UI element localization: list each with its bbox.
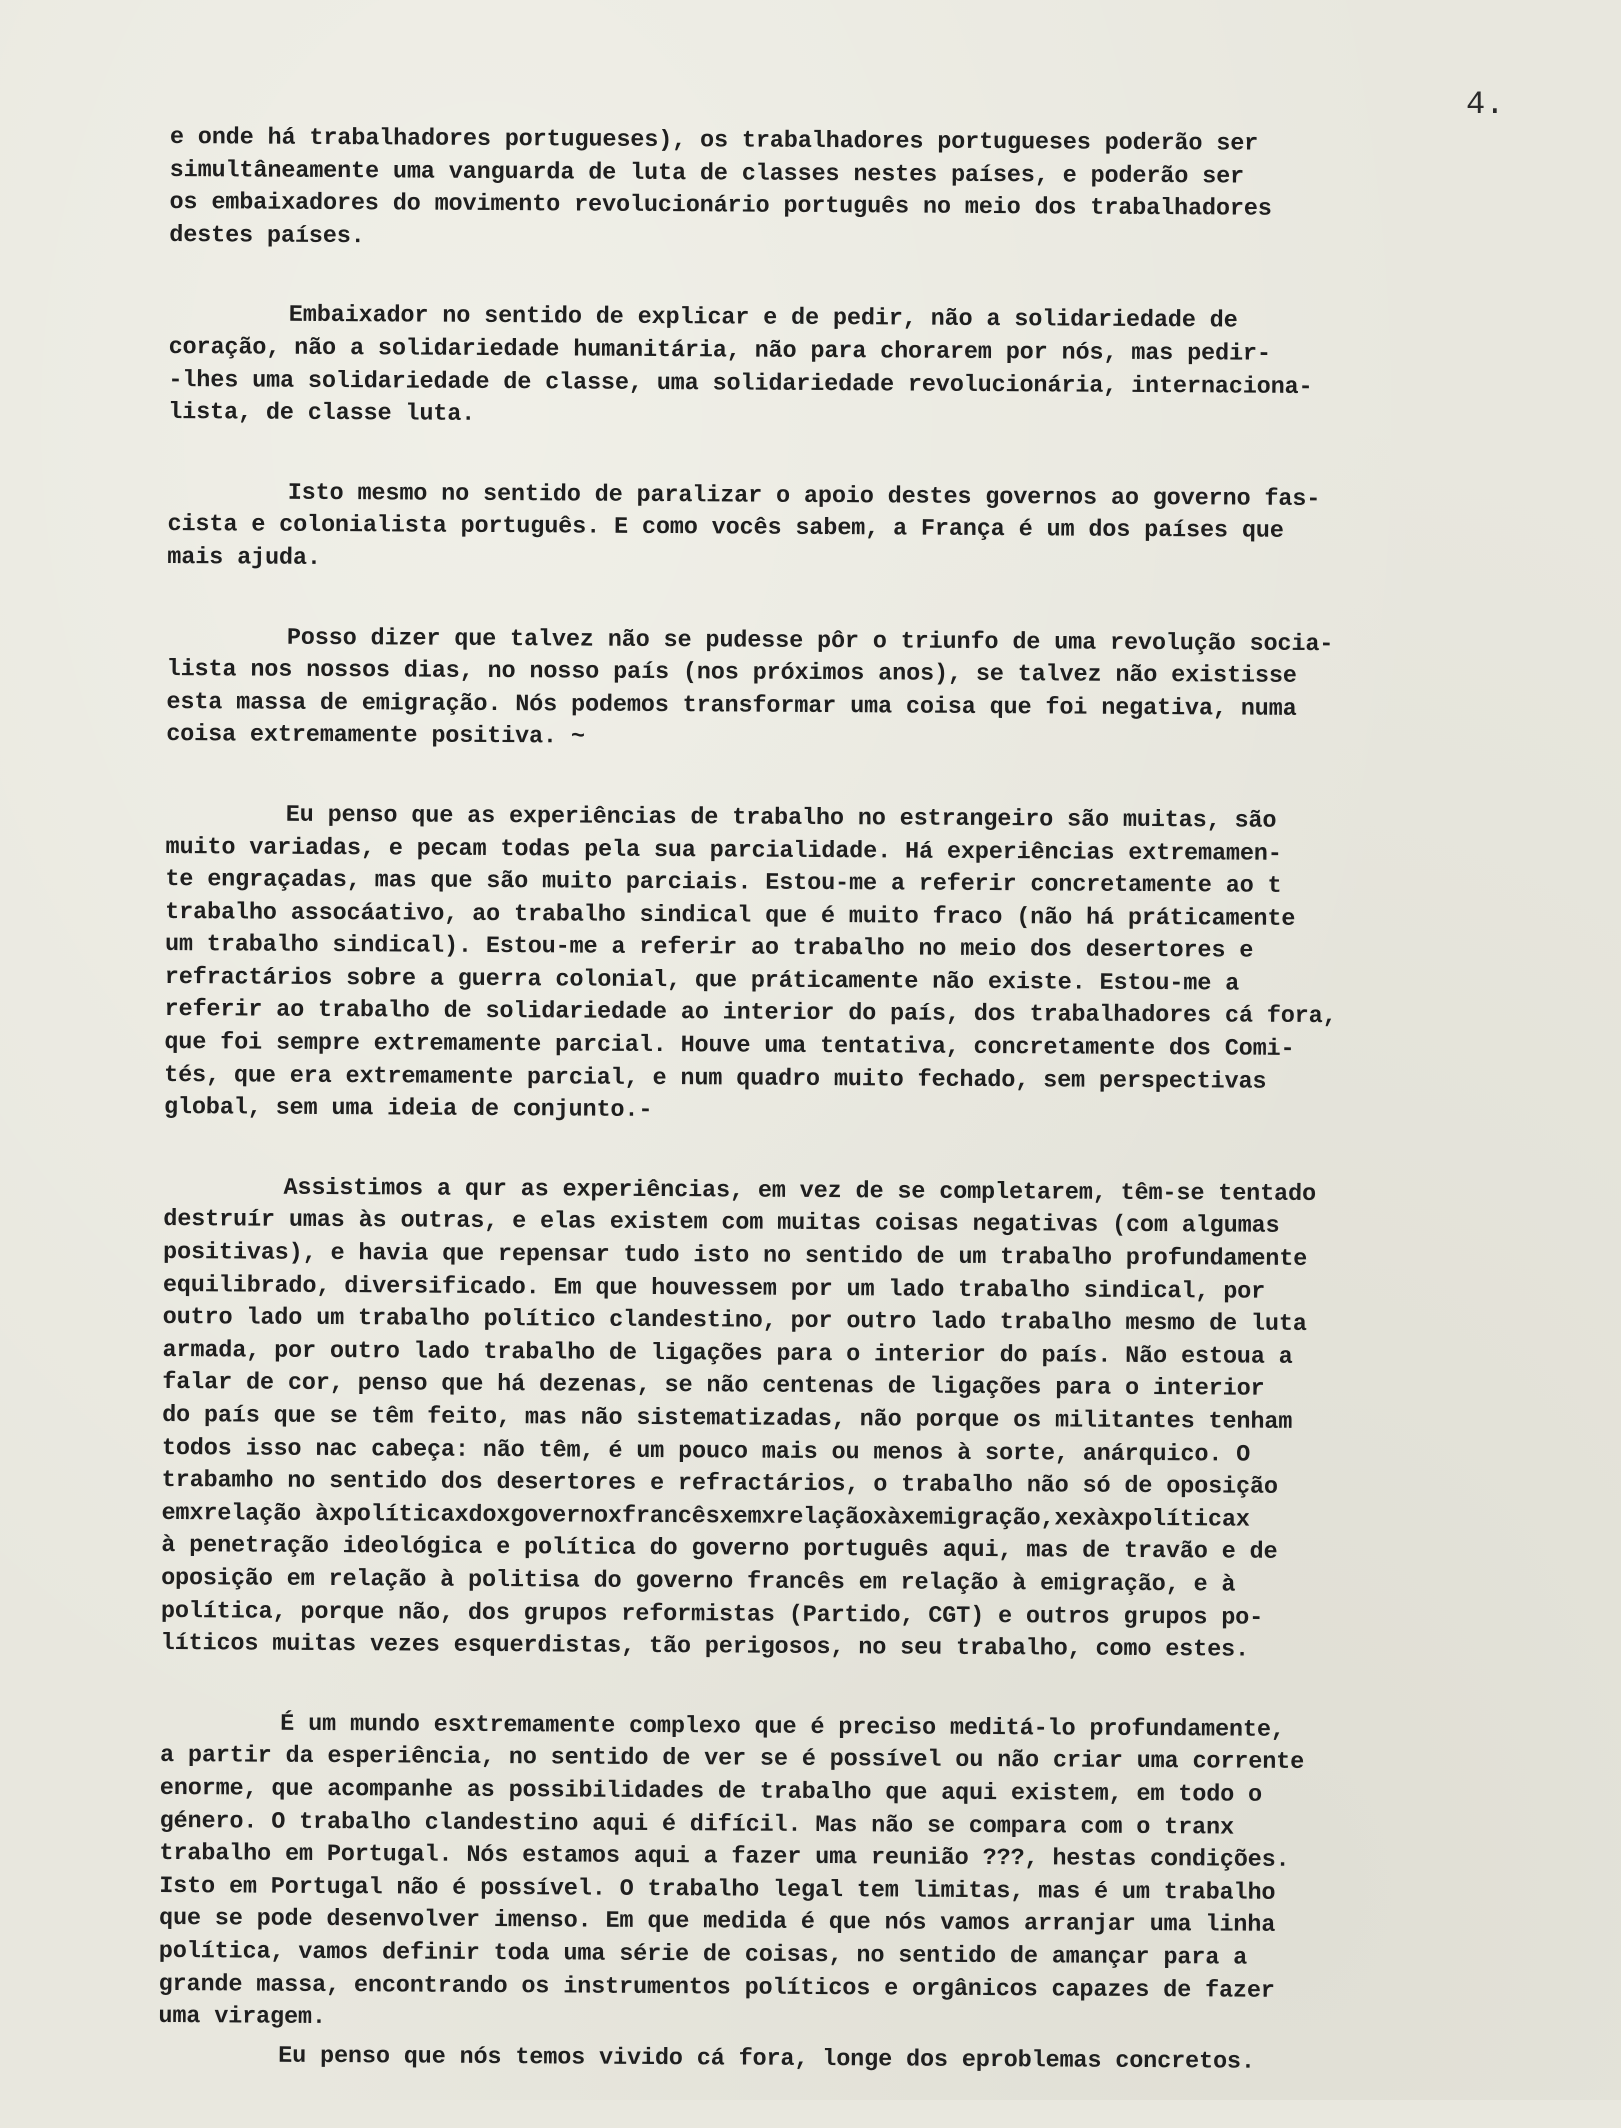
paragraph-indent — [169, 320, 289, 321]
line-text: política, porque não, dos grupos reformistas (Partido, CGT) e outros grupos po- — [160, 1597, 1264, 1632]
line-text: cista e colonialista português. E como vocês sabem, a França é um dos países que — [167, 511, 1284, 546]
paragraph-indent — [160, 1729, 280, 1730]
line-text: esta massa de emigração. Nós podemos transformar uma coisa que foi negativa, numa — [166, 688, 1297, 723]
line-text: -lhes uma solidariedade de classe, uma solidariedade revolucionária, internaciona- — [168, 366, 1313, 401]
paragraph-indent — [168, 498, 288, 499]
line-text: muito variadas, e pecam todas pela sua parcialidade. Há experiências extremamen- — [165, 833, 1282, 868]
paragraph — [169, 122, 1550, 261]
line-text: lista, de classe luta. — [168, 399, 476, 429]
line-text: Embaixador no sentido de explicar e de pedir, não a solidariedade de — [288, 302, 1238, 335]
line-text: e onde há trabalhadores portugueses), os trabalhadores portugueses poderão ser — [169, 123, 1259, 158]
line-text: refractários sobre a guerra colonial, que práticamente não existe. Estou-me a — [164, 963, 1240, 998]
line-text: Isto mesmo no sentido de paralizar o apoio destes governos ao governo fas- — [287, 479, 1321, 513]
line-text: te engraçadas, mas que são muito parciais. Estou-me a referir concretamente ao t — [165, 866, 1282, 900]
line-text: Posso dizer que talvez não se pudesse pôr o triunfo de uma revolução socia- — [286, 624, 1334, 658]
line-text: mais ajuda. — [167, 543, 321, 572]
line-text: positivas), e havia que repensar tudo isto no sentido de um trabalho profundamente — [163, 1239, 1308, 1273]
line-text: um trabalho sindical). Estou-me a referir ao trabalho no meio dos desertores e — [164, 931, 1254, 965]
paragraph-indent — [166, 820, 286, 821]
line-text: a partir da esperiência, no sentido de ver se é possível ou não criar uma corrente — [159, 1742, 1305, 1777]
line-text: equilibrado, diversificado. Em que houvessem por um lado trabalho sindical, por — [162, 1271, 1266, 1306]
line-text: que foi sempre extremamente parcial. Houve uma tentativa, concretamente dos Comi- — [164, 1029, 1295, 1063]
line-text: coração, não a solidariedade humanitária, não para chorarem por nós, mas pedir- — [168, 333, 1271, 368]
line-text: que se pode desenvolver imenso. Em que medida é que nós vamos arranjar uma linha — [158, 1905, 1276, 1940]
paragraph — [158, 2040, 1538, 2081]
line-text: outro lado um trabalho político clandestino, por outro lado trabalho mesmo de luta — [162, 1304, 1307, 1339]
line-text: oposição em relação à politisa do governo francês em relação à emigração, e à — [161, 1564, 1236, 1599]
document-body — [158, 122, 1550, 2128]
line-text: política, vamos definir toda uma série de coisas, no sentido de amançar para a — [158, 1937, 1248, 1972]
line-text: grande massa, encontrando os instrumentos políticos e orgânicos capazes de fazer — [158, 1970, 1275, 2005]
line-text: armada, por outro lado trabalho de ligações para o interior do país. Não estoua a — [162, 1336, 1293, 1371]
line-text: os embaixadores do movimento revolucionário português no meio dos trabalhadores — [169, 189, 1272, 223]
line-text: trabalho em Portugal. Nós estamos aqui a fazer uma reunião ???, hestas condições. — [159, 1840, 1290, 1874]
paragraph-indent — [163, 1193, 283, 1194]
line-text: global, sem uma ideia de conjunto.- — [163, 1094, 653, 1125]
line-text: coisa extremamente positiva. ~ — [166, 721, 585, 751]
line-text: falar de cor, penso que há dezenas, se não centenas de ligações para o interior — [162, 1369, 1265, 1404]
line-text: É um mundo esxtremamente complexo que é preciso meditá-lo profundamente, — [280, 1710, 1285, 1744]
text-line — [158, 2040, 1538, 2081]
line-text: trabalho assocáativo, ao trabalho sindical que é muito fraco (não há práticamente — [165, 898, 1296, 933]
line-text: Assistimos a qur as experiências, em vez de se completarem, têm-se tentado — [283, 1174, 1317, 1208]
line-text: líticos muitas vezes esquerdistas, tão perigosos, no seu trabalho, como estes. — [160, 1630, 1250, 1664]
line-text: enorme, que acompanhe as possibilidades de trabalho que aqui existem, em todo o — [159, 1774, 1263, 1809]
line-text: trabamho no sentido dos desertores e refractários, o trabalho não só de oposição — [161, 1467, 1278, 1501]
line-text: tés, que era extremamente parcial, e num quadro muito fechado, sem perspectivas — [164, 1061, 1267, 1096]
line-text: destruír umas às outras, e elas existem com muitas coisas negativas (com algumas — [163, 1206, 1280, 1241]
line-text: uma viragem. — [158, 2003, 326, 2032]
paragraph — [168, 299, 1549, 438]
line-text: destes países. — [169, 221, 365, 250]
line-text: referir ao trabalho de solidariedade ao interior do país, dos trabalhadores cá fora, — [164, 996, 1337, 1031]
paragraph — [164, 799, 1546, 1133]
line-text: Eu penso que as experiências de trabalho no estrangeiro são muitas, são — [285, 801, 1277, 835]
line-text: emxrelação àxpolíticaxdoxgovernoxfrancêsxemxrelaçãoxàxemigração,xexàxpolíticax — [161, 1499, 1250, 1534]
line-text: lista nos nossos dias, no nosso país (nos próximos anos), se talvez não existisse — [166, 656, 1297, 691]
paragraph — [158, 1708, 1540, 2042]
paragraph — [166, 622, 1547, 761]
paragraph — [161, 1172, 1544, 1669]
paragraph-indent — [167, 643, 287, 644]
line-text: Eu penso que nós temos vivido cá fora, longe dos eproblemas concretos. — [278, 2042, 1255, 2076]
line-text: à penetração ideológica e política do governo português aqui, mas de travão e de — [161, 1532, 1278, 1567]
line-text: Isto em Portugal não é possível. O trabalho legal tem limitas, mas é um trabalho — [159, 1872, 1276, 1907]
page-number: 4. — [1466, 86, 1505, 123]
line-text: todos isso nac cabeça: não têm, é um pouco mais ou menos à sorte, anárquico. O — [161, 1434, 1251, 1469]
line-text: género. O trabalho clandestino aqui é difícil. Mas não se compara com o tranx — [159, 1807, 1235, 1842]
paragraph — [167, 477, 1548, 583]
line-text: simultâneamente uma vanguarda de luta de classes nestes países, e poderão ser — [169, 156, 1245, 191]
paragraph-indent — [158, 2061, 278, 2062]
line-text: do país que se têm feito, mas não sistematizadas, não porque os militantes tenham — [162, 1401, 1293, 1436]
